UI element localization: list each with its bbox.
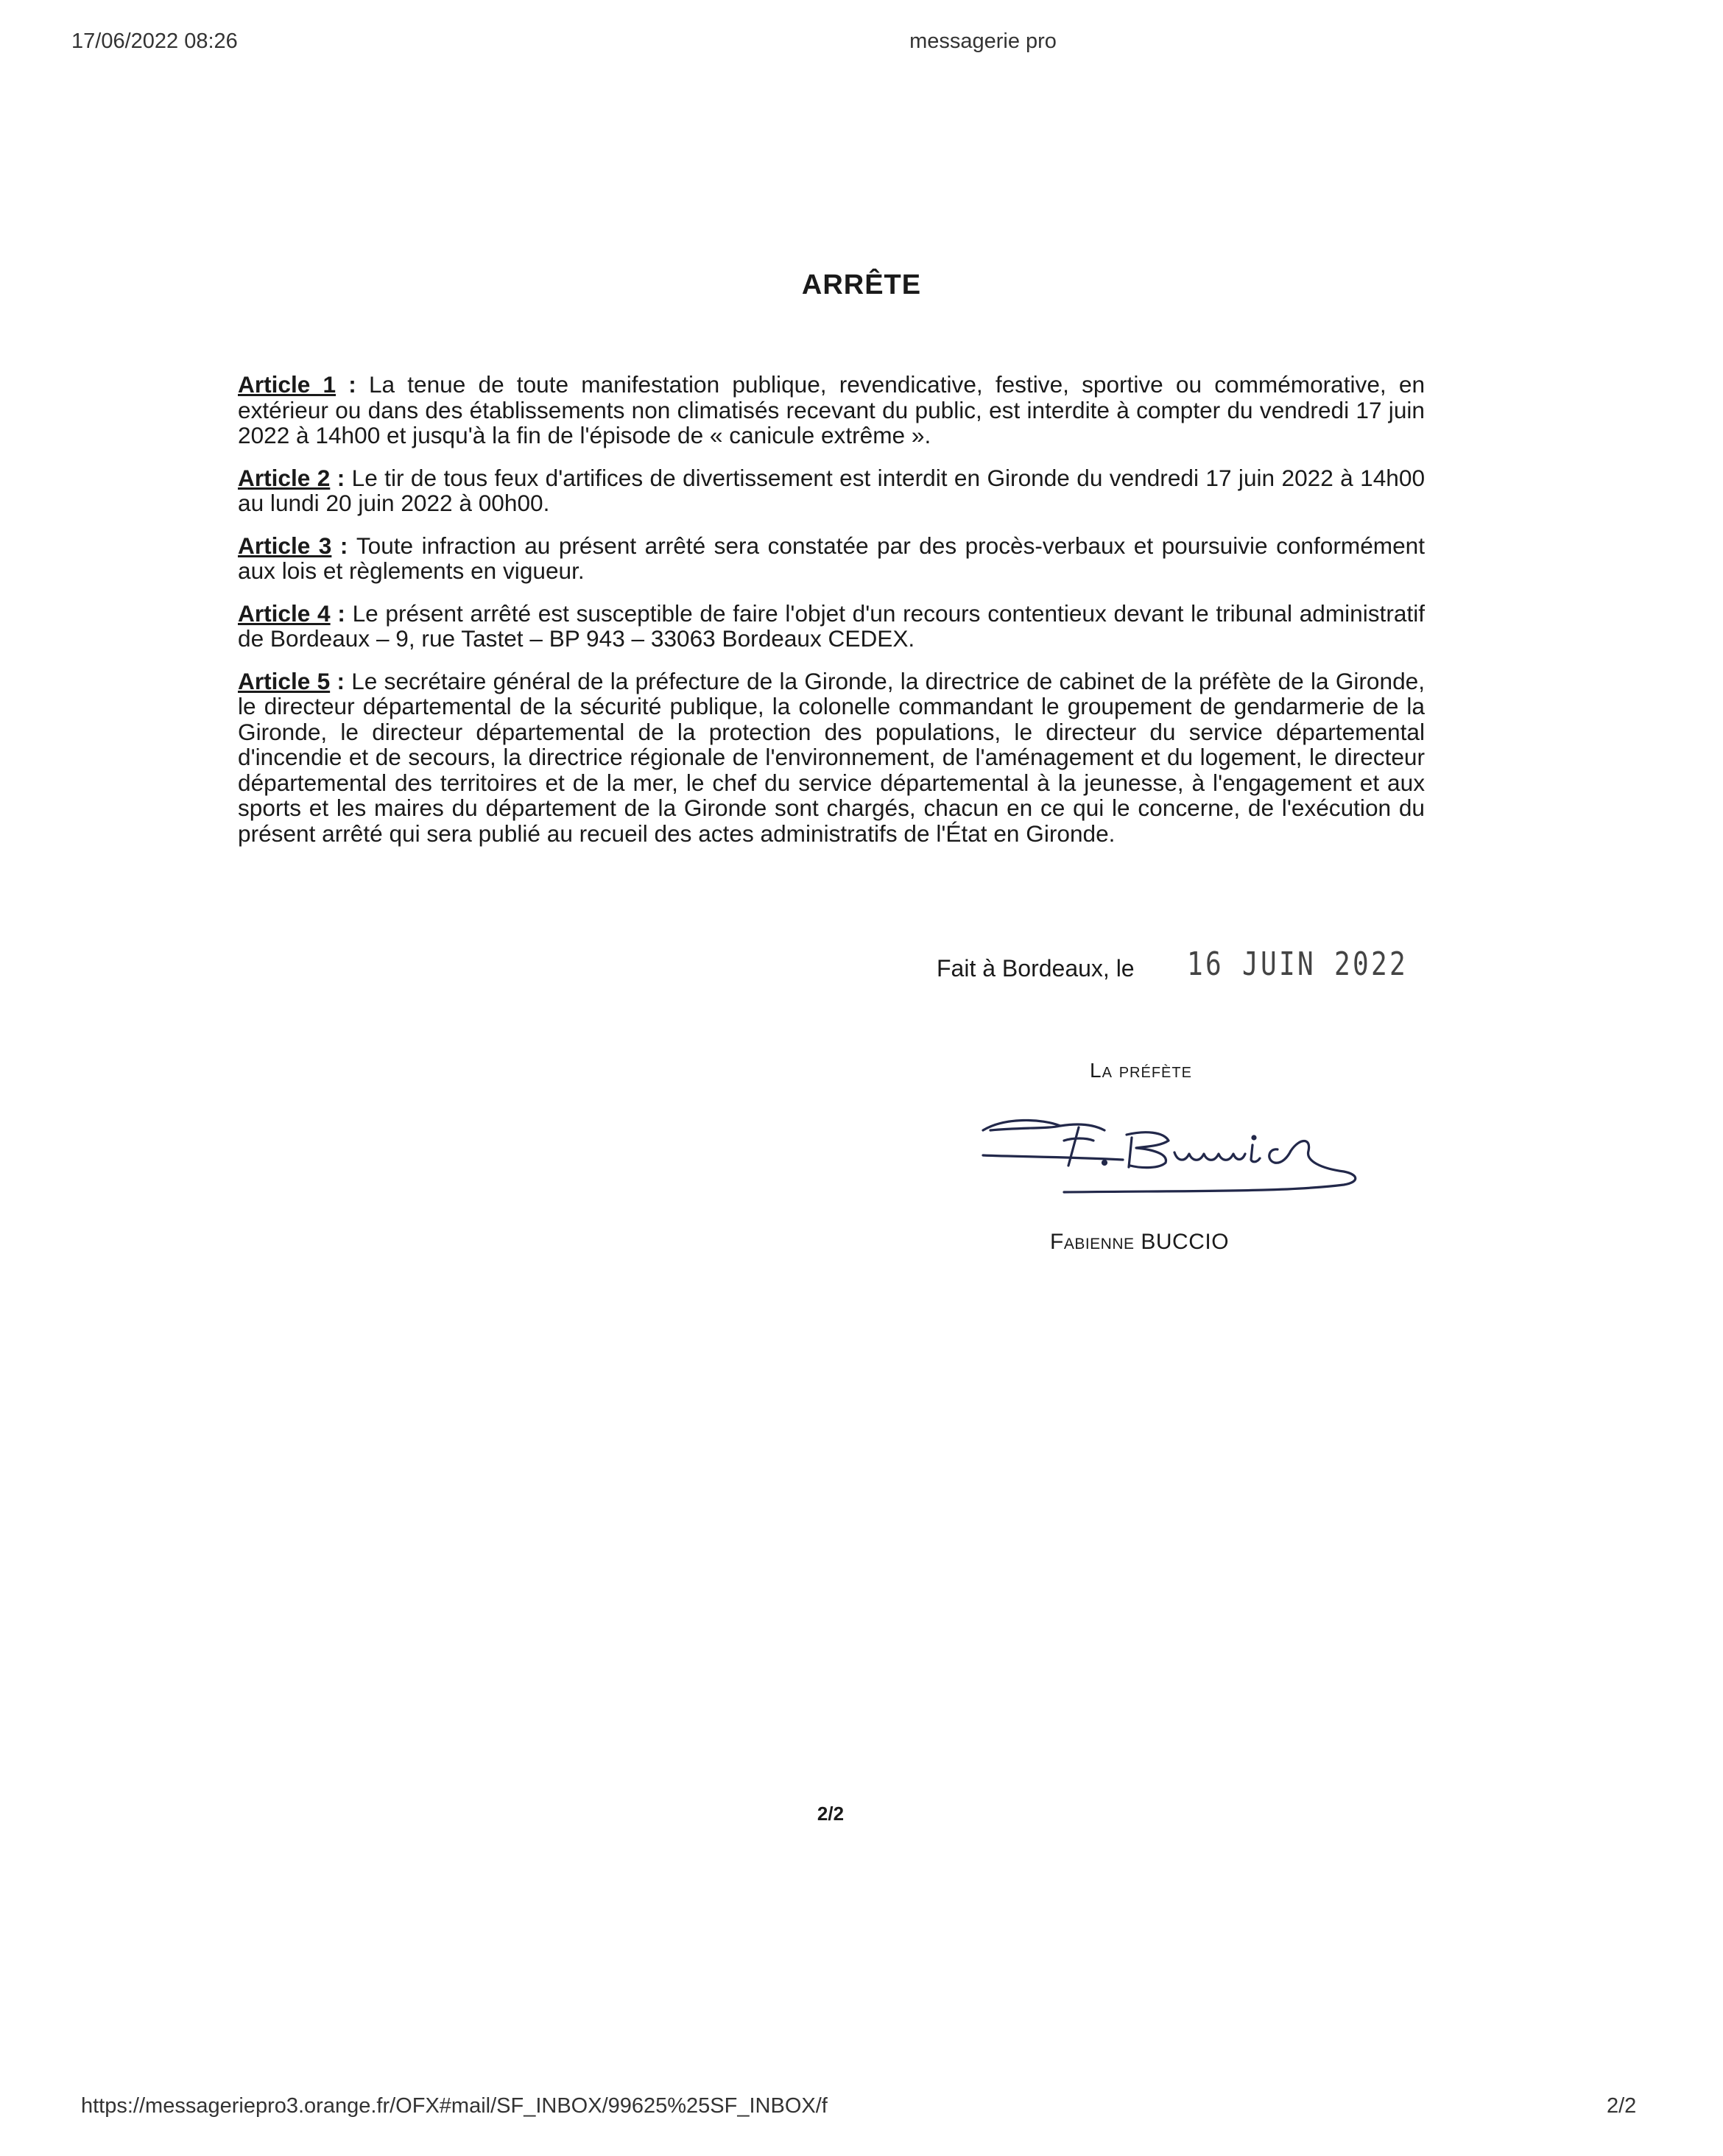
article-3-text: Toute infraction au présent arrêté sera constatée par des procès-verbaux et poursuivie conformément aux lois et règlements en vigueur. — [238, 532, 1426, 584]
article-5-label: Article 5 — [238, 667, 331, 694]
article-1-text: La tenue de toute manifestation publique, revendicative, festive, sportive ou commémorative, en extérieur ou dans des établissements non climatisés recevant du public, est interdite à compter du vendredi 17 juin 2022 à 14h00 et jusqu'à la fin de l'épisode de « canicule extrême ». — [238, 371, 1426, 448]
document-title: ARRÊTE — [801, 270, 922, 300]
article-2: Article 2 : Le tir de tous feux d'artifices de divertissement est interdit en Gironde du vendredi 17 juin 2022 à 14h00 au lundi 20 juin 2022 à 00h00. — [238, 464, 1426, 516]
article-2-label: Article 2 — [238, 464, 331, 491]
signed-place: Fait à Bordeaux, le — [937, 955, 1135, 982]
article-1: Article 1 : La tenue de toute manifestation publique, revendicative, festive, sportive ou commémorative, en extérieur ou dans des établissements non climatisés recevant du public, est interdite à compter du vendredi 17 juin 2022 à 14h00 et jusqu'à la fin de l'épisode de « canicule extrême ». — [238, 371, 1426, 448]
article-3: Article 3 : Toute infraction au présent arrêté sera constatée par des procès-verbaux et poursuivie conformément aux lois et règlements en vigueur. — [238, 532, 1426, 584]
article-4: Article 4 : Le présent arrêté est susceptible de faire l'objet d'un recours contentieux devant le tribunal administratif de Bordeaux – 9, rue Tastet – BP 943 – 33063 Bordeaux CEDEX. — [238, 599, 1426, 652]
signed-date-stamp: 16 JUIN 2022 — [1187, 945, 1409, 983]
signer-role: La préfète — [1090, 1059, 1192, 1082]
signer-name: Fabienne BUCCIO — [1050, 1230, 1230, 1254]
print-url: https://messageriepro3.orange.fr/OFX#mail/SF_INBOX/99625%25SF_INBOX/f — [81, 2094, 828, 2118]
article-5-text: Le secrétaire général de la préfecture de la Gironde, la directrice de cabinet de la préfète de la Gironde, le directeur départemental de la sécurité publique, la colonelle commandant le groupement de gendarmerie de la Gironde, le directeur départemental de la protection des populations, le directeur du service départemental d'incendie et de secours, la directrice régionale de l'environnement, de l'aménagement et du logement, le directeur départemental des territoires et de la mer, le chef du service départemental à la jeunesse, à l'engagement et aux sports et les maires du département de la Gironde sont chargés, chacun en ce qui le concerne, de l'exécution du présent arrêté qui sera publié au recueil des actes administratifs de l'État en Gironde. — [238, 667, 1425, 847]
article-4-label: Article 4 — [238, 599, 331, 627]
print-timestamp: 17/06/2022 08:26 — [71, 29, 238, 53]
print-page-title: messagerie pro — [909, 29, 1057, 53]
print-page-count: 2/2 — [1607, 2094, 1637, 2118]
article-3-label: Article 3 — [238, 532, 332, 559]
articles-list — [238, 372, 1425, 863]
handwritten-signature — [976, 1108, 1373, 1211]
article-4-text: Le présent arrêté est susceptible de faire l'objet d'un recours contentieux devant le tribunal administratif de Bordeaux – 9, rue Tastet – BP 943 – 33063 Bordeaux CEDEX. — [238, 599, 1426, 652]
article-2-text: Le tir de tous feux d'artifices de divertissement est interdit en Gironde du vendredi 17 juin 2022 à 14h00 au lundi 20 juin 2022 à 00h00. — [238, 464, 1426, 516]
article-1-label: Article 1 — [238, 371, 337, 398]
document-page-number: 2/2 — [817, 1803, 845, 1825]
article-5: Article 5 : Le secrétaire général de la préfecture de la Gironde, la directrice de cabinet de la préfète de la Gironde, le directeur départemental de la sécurité publique, la colonelle commandant le groupement de gendarmerie de la Gironde, le directeur départemental de la protection des populations, le directeur du service départemental d'incendie et de secours, la directrice régionale de l'environnement, de l'aménagement et du logement, le directeur départemental des territoires et de la mer, le chef du service départemental à la jeunesse, à l'engagement et aux sports et les maires du département de la Gironde sont chargés, chacun en ce qui le concerne, de l'exécution du présent arrêté qui sera publié au recueil des actes administratifs de l'État en Gironde. — [238, 667, 1425, 847]
